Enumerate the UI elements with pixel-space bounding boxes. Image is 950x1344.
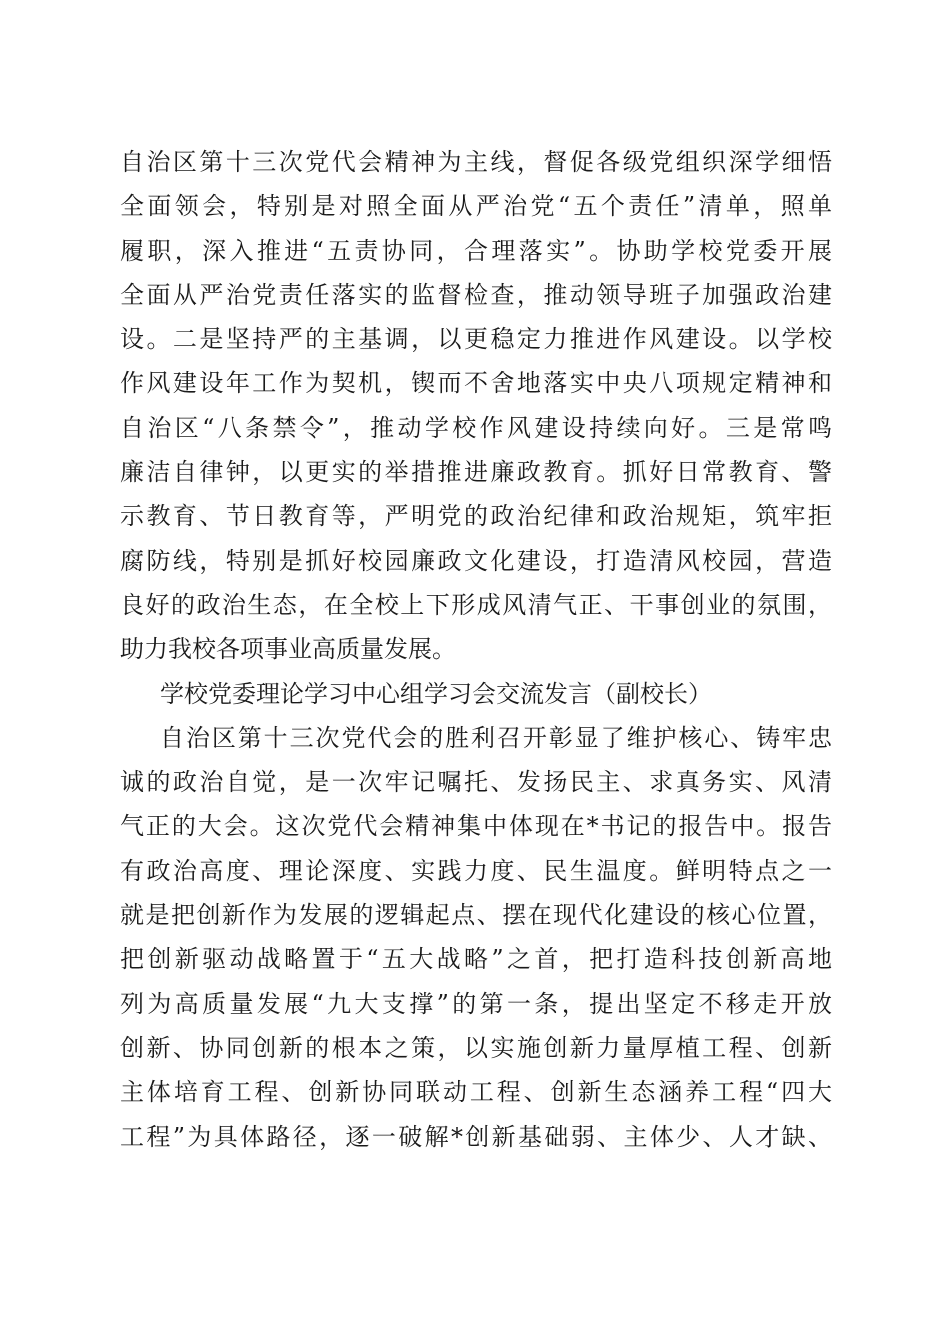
- text-line: 助力我校各项事业高质量发展。: [120, 635, 456, 664]
- text-line: 自治区第十三次党代会精神为主线，督促各级党组织深学细悟: [120, 148, 832, 176]
- text-line: 廉洁自律钟，以更实的举措推进廉政教育。抓好日常教育、警: [120, 458, 832, 487]
- text-line: 示教育、节日教育等，严明党的政治纪律和政治规矩，筑牢拒: [120, 502, 832, 531]
- text-line: 自治区第十三次党代会的胜利召开彰显了维护核心、铸牢忠: [160, 723, 832, 752]
- text-line: 创新、协同创新的根本之策，以实施创新力量厚植工程、创新: [120, 1033, 832, 1062]
- section-heading: 学校党委理论学习中心组学习会交流发言（副校长）: [160, 679, 712, 708]
- text-line: 履职，深入推进“五责协同，合理落实”。协助学校党委开展: [120, 236, 832, 265]
- text-line: 工程”为具体路径，逐一破解*创新基础弱、主体少、人才缺、: [120, 1122, 832, 1151]
- text-line: 作风建设年工作为契机，锲而不舍地落实中央八项规定精神和: [120, 369, 832, 398]
- text-line: 自治区“八条禁令”，推动学校作风建设持续向好。三是常鸣: [120, 413, 832, 442]
- text-line: 就是把创新作为发展的逻辑起点、摆在现代化建设的核心位置，: [120, 901, 832, 930]
- text-line: 设。二是坚持严的主基调，以更稳定力推进作风建设。以学校: [120, 325, 832, 354]
- body-text: [120, 140, 832, 1159]
- text-line: 把创新驱动战略置于“五大战略”之首，把打造科技创新高地: [120, 945, 832, 974]
- text-line: 诚的政治自觉，是一次牢记嘱托、发扬民主、求真务实、风清: [120, 768, 832, 797]
- text-line: 腐防线，特别是抓好校园廉政文化建设，打造清风校园，营造: [120, 546, 832, 575]
- text-line: 良好的政治生态，在全校上下形成风清气正、干事创业的氛围，: [120, 590, 832, 619]
- text-line: 主体培育工程、创新协同联动工程、创新生态涵养工程“四大: [120, 1078, 832, 1107]
- text-line: 气正的大会。这次党代会精神集中体现在*书记的报告中。报告: [120, 812, 832, 841]
- text-line: 有政治高度、理论深度、实践力度、民生温度。鲜明特点之一: [120, 856, 832, 885]
- text-line: 全面领会，特别是对照全面从严治党“五个责任”清单，照单: [120, 192, 832, 221]
- text-line: 列为高质量发展“九大支撑”的第一条，提出坚定不移走开放: [120, 989, 832, 1018]
- text-line: 全面从严治党责任落实的监督检查，推动领导班子加强政治建: [120, 280, 832, 309]
